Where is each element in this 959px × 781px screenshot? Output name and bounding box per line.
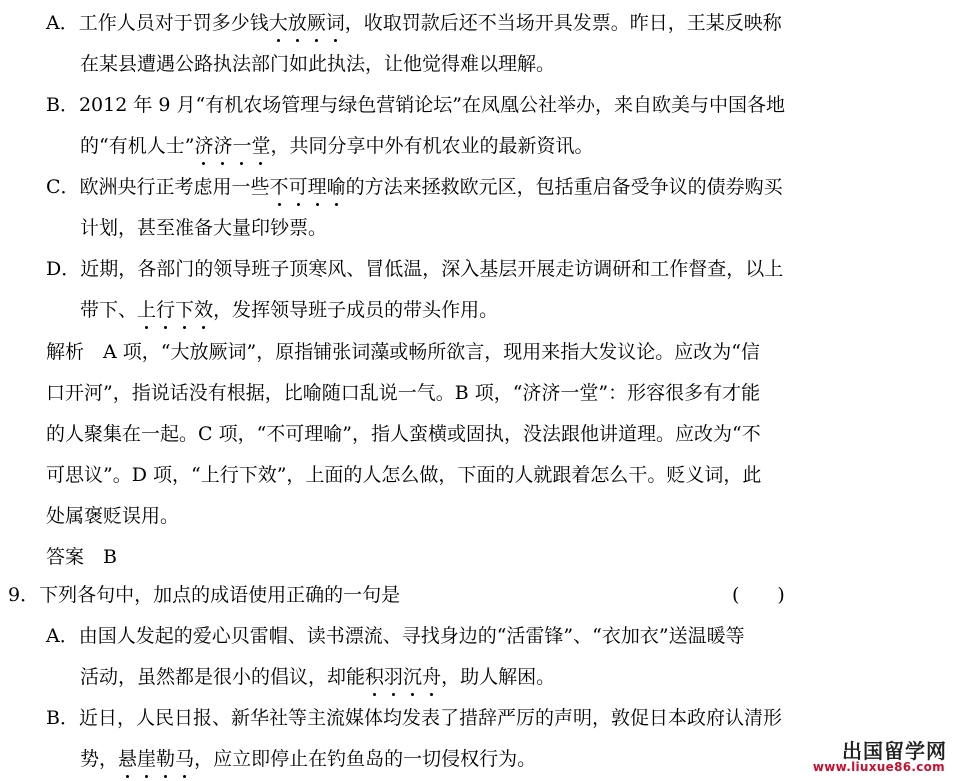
text-segment: 的方法来拯救欧元区，包括重启备受争议的债券购买 [345,176,783,198]
dotted-char: 效 [194,299,214,321]
q9-option-b-line-cont [80,746,536,772]
option-c-line [46,174,783,200]
option-b-line [46,92,785,118]
text-segment: 解析 A 项，“大放厥词”，原指铺张词藻或畅所欲言，现用来指大发议论。应改为“信 [46,341,760,363]
text-segment: 的“有机人士” [80,135,195,157]
text-segment: B．2012 年 9 月“有机农场管理与绿色营销论坛”在凤凰公社举办，来自欧美与中国各地 [46,94,785,116]
text-segment: 的人聚集在一起。C 项，“不可理喻”，指人蛮横或固执，没法跟他讲道理。应改为“不 [46,423,761,445]
dotted-char: 马 [175,748,195,770]
text-segment: 势， [80,748,119,770]
option-b-line-cont [80,133,594,159]
watermark-text: 出国留学网 [842,739,947,763]
dotted-char: 行 [156,299,176,321]
dotted-char: 济 [194,135,214,157]
option-a-line-cont [80,51,555,77]
dotted-char: 沉 [403,666,423,688]
text-segment: ，应立即停止在钓鱼岛的一切侵权行为。 [194,748,537,770]
question-9-stem [8,582,400,608]
text-segment: 答案 B [46,546,117,568]
analysis-line [46,380,760,406]
dotted-char: 堂 [251,135,271,157]
text-segment: 口开河”，指说话没有根据，比喻随口乱说一气。B 项，“济济一堂”：形容很多有才能 [46,382,761,404]
analysis-line [46,421,761,447]
dotted-idiom [270,176,346,198]
dotted-char: 羽 [384,666,404,688]
dotted-char: 勒 [156,748,176,770]
analysis-line [46,503,179,529]
text-segment: ，发挥领导班子成员的带头作用。 [213,299,499,321]
dotted-char: 理 [307,176,327,198]
text-segment: C．欧洲央行正考虑用一些 [46,176,270,198]
text-segment: 在某县遭遇公路执法部门如此执法，让他觉得难以理解。 [80,53,556,75]
text-segment: 计划，甚至准备大量印钞票。 [80,217,328,239]
dotted-idiom [137,299,213,321]
dotted-idiom [194,135,270,157]
dotted-char: 放 [287,12,307,34]
analysis-line [46,462,761,488]
text-segment: B．近日，人民日报、新华社等主流媒体均发表了措辞严厉的声明，敦促日本政府认清形 [46,707,782,729]
dotted-char: 悬 [118,748,138,770]
text-segment: 9．下列各句中，加点的成语使用正确的一句是 [8,584,401,606]
text-segment: A．工作人员对于罚多少钱 [46,12,269,34]
dotted-char: 喻 [326,176,346,198]
dotted-char: 上 [137,299,157,321]
dotted-char: 一 [232,135,252,157]
dotted-char: 大 [268,12,288,34]
text-segment: 活动，虽然都是很小的倡议，却能 [80,666,366,688]
dotted-char: 不 [269,176,289,198]
watermark-logo [812,735,947,775]
option-d-line-cont [80,297,498,323]
text-segment: ，收取罚款后还不当场开具发票。昨日，王某反映称 [344,12,782,34]
dotted-char: 词 [325,12,345,34]
text-segment: A．由国人发起的爱心贝雷帽、读书漂流、寻找身边的“活雷锋”、“衣加衣”送温暖等 [46,625,745,647]
dotted-char: 济 [213,135,233,157]
dotted-char: 积 [365,666,385,688]
dotted-idiom [118,748,194,770]
text-segment: 处属褒贬误用。 [46,505,180,527]
q9-option-b-line [46,705,782,731]
dotted-char: 舟 [422,666,442,688]
answer-parentheses: ( ) [732,584,785,606]
dotted-char: 崖 [137,748,157,770]
dotted-char: 下 [175,299,195,321]
option-a-line [46,10,782,36]
text-segment: ，共同分享中外有机农业的最新资讯。 [270,135,594,157]
option-c-line-cont [80,215,327,241]
dotted-char: 可 [288,176,308,198]
dotted-char: 厥 [306,12,326,34]
watermark-url: www.liuxue86.com [812,760,945,774]
option-d-line [46,256,783,282]
q9-option-a-line [46,623,745,649]
text-segment: D．近期，各部门的领导班子顶寒风、冒低温，深入基层开展走访调研和工作督查，以上 [46,258,784,280]
dotted-idiom [269,12,345,34]
answer-line [46,544,117,570]
q9-option-a-line-cont [80,664,555,690]
dotted-idiom [365,666,441,688]
analysis-line [46,339,760,365]
text-segment: 可思议”。D 项，“上行下效”，上面的人怎么做，下面的人就跟着怎么干。贬义词，此 [46,464,762,486]
text-segment: ，助人解困。 [441,666,556,688]
text-segment: 带下、 [80,299,138,321]
